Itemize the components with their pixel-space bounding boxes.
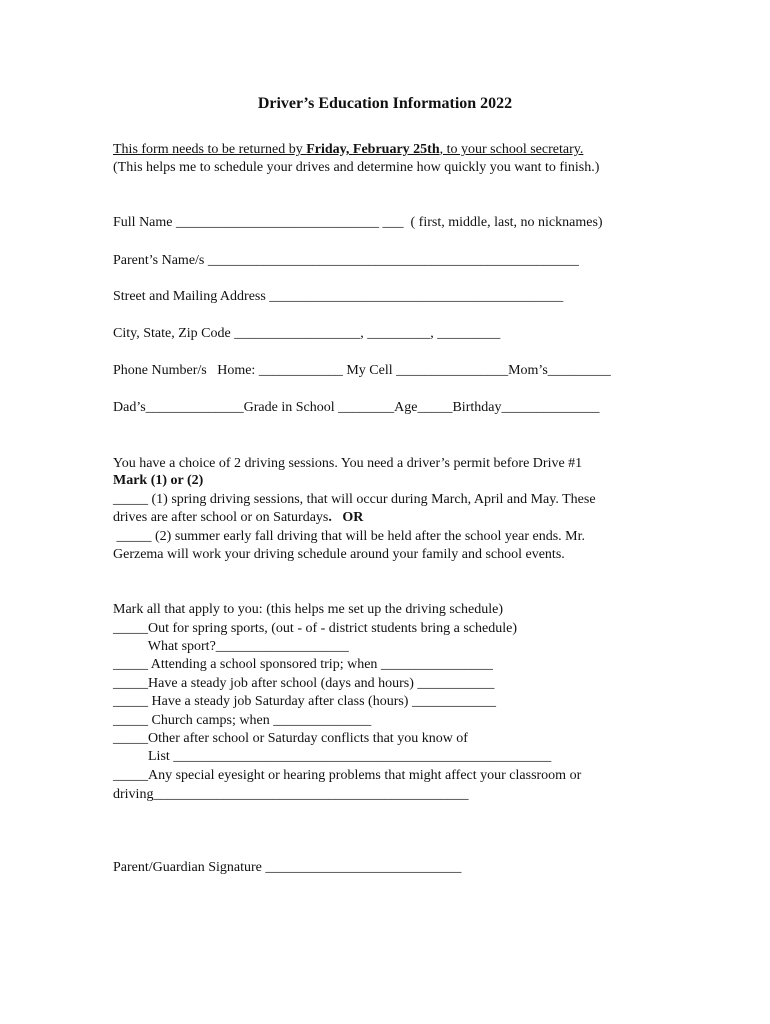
intro-line-1 [113, 141, 583, 159]
session-option-2-cont: Gerzema will work your driving schedule around your family and school events. [113, 547, 565, 562]
intro-text-a: This form needs to be returned by [113, 142, 307, 157]
intro-line-2: (This helps me to schedule your drives and determine how quickly you want to finish.) [113, 160, 600, 175]
apply-item-job-saturday[interactable]: _____ Have a steady job Saturday after class (hours) ____________ [113, 694, 496, 709]
city-state-zip-field[interactable]: City, State, Zip Code __________________, _________, _________ [113, 326, 501, 341]
apply-header: Mark all that apply to you: (this helps me set up the driving schedule) [113, 602, 503, 617]
apply-item-other-conflicts[interactable]: _____Other after school or Saturday conflicts that you know of [113, 731, 468, 746]
apply-item-eyesight[interactable]: _____Any special eyesight or hearing problems that might affect your classroom or [113, 768, 582, 783]
session-option-2[interactable]: _____ (2) summer early fall driving that will be held after the school year ends. Mr. [113, 529, 585, 544]
phone-numbers-field[interactable]: Phone Number/s Home: ____________ My Cell ________________Mom’s_________ [113, 363, 611, 378]
mark-instruction: Mark (1) or (2) [113, 473, 204, 488]
full-name-field[interactable]: Full Name _____________________________ ___ ( first, middle, last, no nicknames) [113, 215, 603, 230]
apply-item-church-camps[interactable]: _____ Church camps; when ______________ [113, 713, 372, 728]
dad-grade-age-birthday-field[interactable]: Dad’s______________Grade in School ________Age_____Birthday______________ [113, 400, 600, 415]
session-option-1-period: . [328, 510, 332, 525]
due-date: Friday, February 25th [306, 142, 440, 157]
apply-item-school-trip[interactable]: _____ Attending a school sponsored trip; when ________________ [113, 657, 493, 672]
parents-name-field[interactable]: Parent’s Name/s _____________________________________________________ [113, 253, 579, 268]
sessions-mark-label [113, 472, 203, 490]
apply-item-list[interactable]: List ______________________________________________________ [113, 749, 552, 764]
or-label: OR [342, 510, 364, 525]
apply-item-spring-sports[interactable]: _____Out for spring sports, (out - of - district students bring a schedule) [113, 621, 517, 636]
sessions-intro: You have a choice of 2 driving sessions. You need a driver’s permit before Drive #1 [113, 456, 583, 471]
street-address-field[interactable]: Street and Mailing Address __________________________________________ [113, 289, 564, 304]
session-option-1-text: drives are after school or on Saturdays [113, 510, 329, 525]
apply-item-job-after-school[interactable]: _____Have a steady job after school (days and hours) ___________ [113, 676, 495, 691]
intro-text-c: , to your school secretary. [439, 142, 584, 157]
session-option-1[interactable]: _____ (1) spring driving sessions, that will occur during March, April and May. These [113, 492, 596, 507]
session-option-1-cont [113, 509, 363, 527]
signature-field[interactable]: Parent/Guardian Signature ____________________________ [113, 860, 462, 875]
apply-item-driving[interactable]: driving_____________________________________________ [113, 787, 469, 802]
page-title: Driver’s Education Information 2022 [257, 95, 513, 112]
apply-item-what-sport[interactable]: What sport?___________________ [113, 639, 349, 654]
